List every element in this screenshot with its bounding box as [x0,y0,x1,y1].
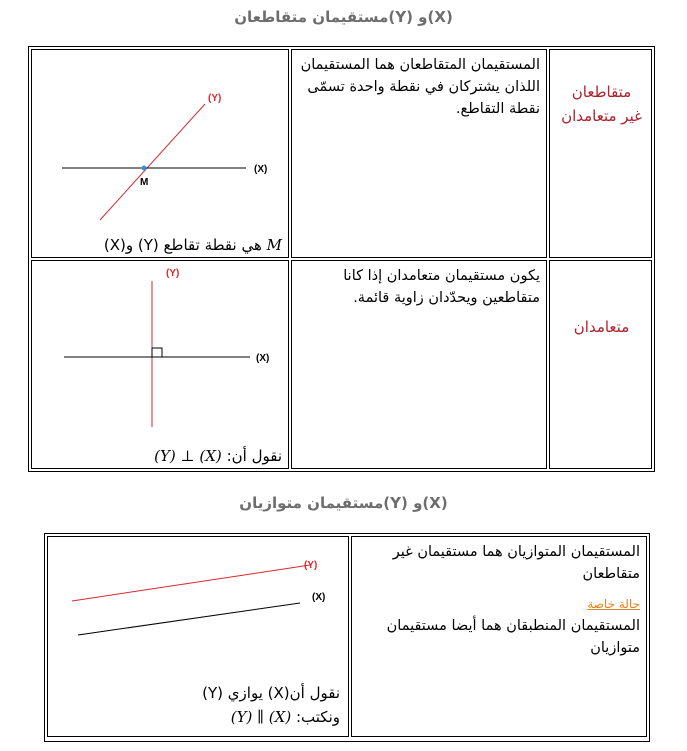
parallel-caption [202,681,340,729]
parallel-caption-line1: نقول أن(X) يوازي (Y) [202,684,340,702]
parallel-caption-math: (Y) ∥ (X) [230,708,292,726]
row1-caption-text: هي نقطة تقاطع (Y) و(X) [103,236,262,254]
parallel-definition: المستقيمان المتوازيان هما مستقيمان غير متقاطعان [392,544,640,582]
section2-heading: (X)و (Y)مستقيمان متوازيان [239,494,448,512]
label-y: (Y) [166,268,180,279]
label-x: (X) [256,353,270,364]
row2-definition-cell [291,260,547,469]
special-case-label: حالة خاصة [587,597,640,611]
row2-caption-text: نقول أن: [226,447,282,465]
row2-term-cell [549,260,652,469]
section1-heading: (X)و (Y)مستقيمان متقاطعان [234,8,453,26]
right-angle-mark [152,348,162,357]
row1-caption [104,234,282,256]
row2-definition: يكون مستقيمان متعامدان إذا كانا متقاطعين ويحدّدان زاوية قائمة. [343,268,540,306]
line-y [100,104,205,220]
row1-term-cell [549,49,652,258]
row2-term: متعامدان [573,318,630,336]
label-x: (X) [312,592,326,603]
row1-figure-cell [31,49,289,258]
parallel-lines-figure [48,537,350,647]
label-y: (Y) [208,93,222,104]
row2-figure-cell [31,260,289,469]
row1-definition-cell [291,49,547,258]
intersecting-lines-figure [32,50,290,230]
label-point: M [140,177,149,188]
line-y [72,565,310,601]
row1-caption-var: M [266,236,282,254]
label-y: (Y) [304,560,318,571]
parallel-caption-line2: ونكتب: (Y) ∥ (X) [230,708,340,726]
intersecting-lines-table [28,46,655,472]
perpendicular-lines-figure [32,261,290,441]
label-x: (X) [254,164,268,175]
row1-definition: المستقيمان المتقاطعان هما المستقيمان اللذان يشتركان في نقطة واحدة تسمّى نقطة التقاطع. [300,57,540,117]
intersection-point [142,166,147,171]
special-case-text: المستقيمان المنطبقان هما أيضا مستقيمان متوازيان [386,618,640,656]
parallel-lines-table [44,533,650,742]
parallel-figure-cell [47,536,349,737]
row2-caption [154,445,282,467]
line-x [78,603,300,635]
row2-caption-math: (Y) ⊥ (X) [154,447,222,465]
row1-term: متقاطعان غير متعامدان [561,83,642,125]
parallel-definition-cell [351,536,647,737]
